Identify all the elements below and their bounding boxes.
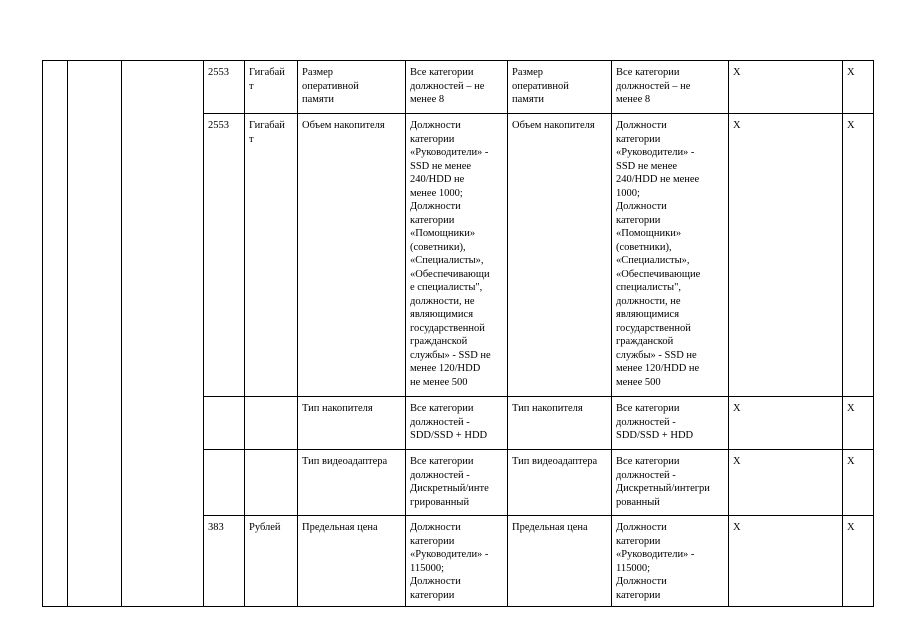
table-row <box>43 61 874 114</box>
unit-cell: Гигабай т <box>245 61 298 114</box>
justification-cell: X <box>729 516 843 607</box>
characteristic-2-cell: Объем накопителя <box>508 114 612 397</box>
okei-code-cell: 2553 <box>204 61 245 114</box>
characteristic-2-cell: Тип накопителя <box>508 397 612 450</box>
functional-purpose-cell: X <box>843 516 874 607</box>
characteristic-2-cell: Размер оперативной памяти <box>508 61 612 114</box>
okei-code-cell <box>204 450 245 516</box>
okei-code-cell <box>204 397 245 450</box>
functional-purpose-cell: X <box>843 397 874 450</box>
value-2-cell: Должности категории «Руководители» - SSD не менее 240/HDD не менее 1000; Должности категории «Помощники» (советники), «Специалисты», «Обеспечивающие специалисты", должности, не являющимися государственной гражданской службы» - SSD не менее 120/HDD не менее 500 <box>612 114 729 397</box>
okei-code-cell: 383 <box>204 516 245 607</box>
value-cell: Все категории должностей – не менее 8 <box>406 61 508 114</box>
unit-cell <box>245 450 298 516</box>
justification-cell: X <box>729 397 843 450</box>
justification-cell: X <box>729 450 843 516</box>
value-2-cell: Все категории должностей - SDD/SSD + HDD <box>612 397 729 450</box>
functional-purpose-cell: X <box>843 450 874 516</box>
value-2-cell: Все категории должностей – не менее 8 <box>612 61 729 114</box>
justification-cell: X <box>729 114 843 397</box>
characteristic-2-cell: Тип видеоадаптера <box>508 450 612 516</box>
characteristic-cell: Предельная цена <box>298 516 406 607</box>
justification-cell: X <box>729 61 843 114</box>
characteristic-cell: Тип видеоадаптера <box>298 450 406 516</box>
value-cell: Все категории должностей - SDD/SSD + HDD <box>406 397 508 450</box>
empty-column-2 <box>68 61 122 607</box>
empty-column-1 <box>43 61 68 607</box>
requirements-table <box>42 60 874 607</box>
functional-purpose-cell: X <box>843 61 874 114</box>
functional-purpose-cell: X <box>843 114 874 397</box>
value-cell: Должности категории «Руководители» - SSD не менее 240/HDD не менее 1000; Должности категории «Помощники» (советники), «Специалисты», «Обеспечивающи е специалисты", должности, не являющимися государственной гражданской службы» - SSD не менее 120/HDD не менее 500 <box>406 114 508 397</box>
unit-cell: Рублей <box>245 516 298 607</box>
value-cell: Должности категории «Руководители» - 115000; Должности категории <box>406 516 508 607</box>
characteristic-cell: Тип накопителя <box>298 397 406 450</box>
unit-cell <box>245 397 298 450</box>
unit-cell: Гигабай т <box>245 114 298 397</box>
characteristic-cell: Размер оперативной памяти <box>298 61 406 114</box>
value-2-cell: Должности категории «Руководители» - 115000; Должности категории <box>612 516 729 607</box>
value-2-cell: Все категории должностей - Дискретный/интегри рованный <box>612 450 729 516</box>
empty-column-3 <box>122 61 204 607</box>
characteristic-2-cell: Предельная цена <box>508 516 612 607</box>
characteristic-cell: Объем накопителя <box>298 114 406 397</box>
okei-code-cell: 2553 <box>204 114 245 397</box>
value-cell: Все категории должностей - Дискретный/инте грированный <box>406 450 508 516</box>
